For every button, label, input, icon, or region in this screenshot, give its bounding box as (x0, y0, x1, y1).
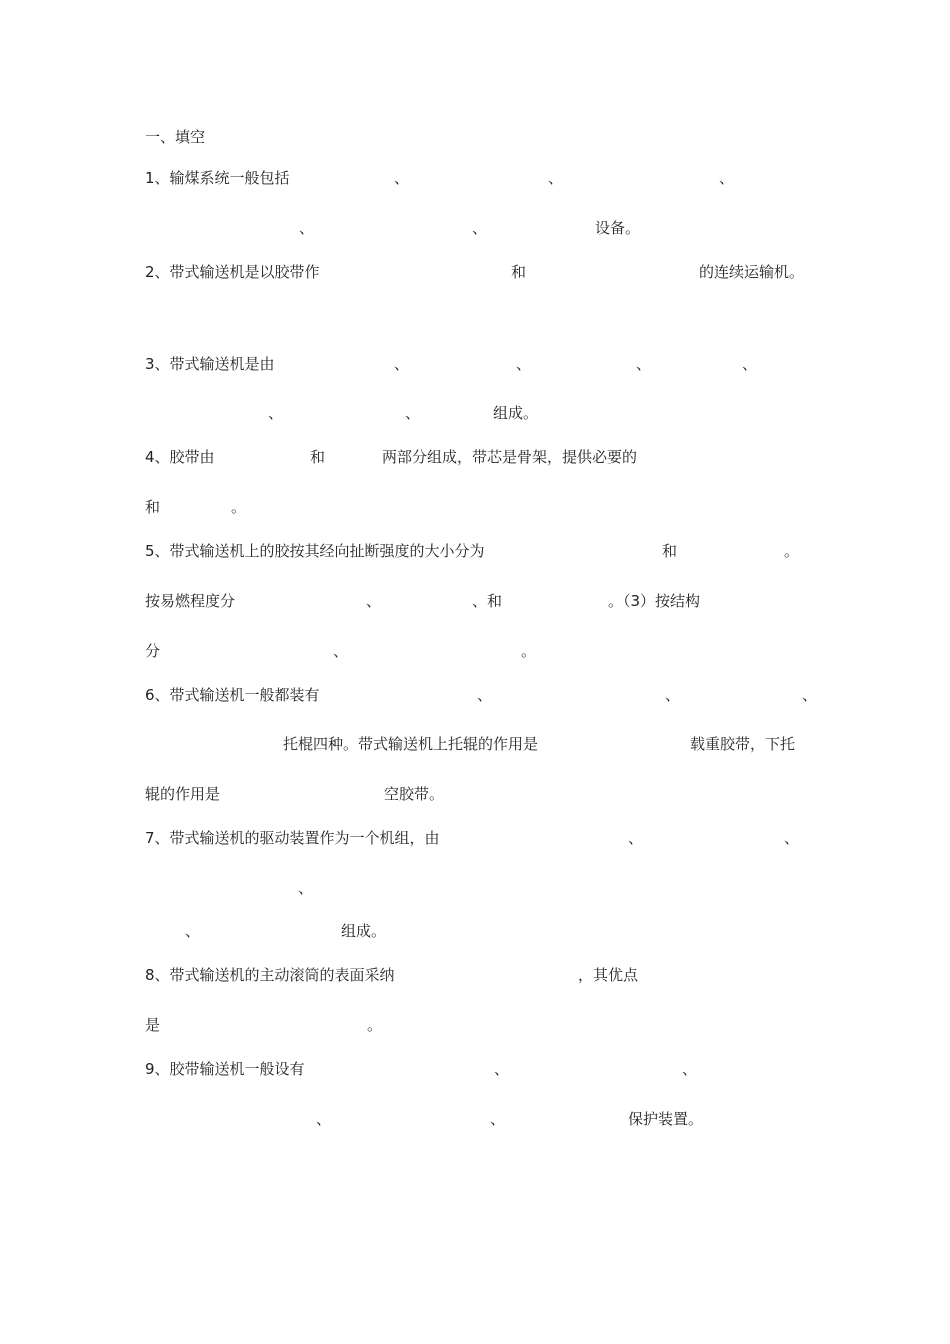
q9-separator: 、 (316, 1110, 332, 1128)
q5-text: 和 (662, 542, 678, 560)
q5-text: 按易燃程度分 (145, 592, 236, 610)
q1-text-end: 设备。 (595, 219, 641, 237)
q6-text-end: 空胶带。 (384, 785, 445, 803)
q7-separator: 、 (628, 829, 644, 847)
q4-text: 两部分组成，带芯是骨架，提供必要的 (382, 448, 638, 466)
q1-separator: 、 (548, 169, 564, 187)
q6-text: 托棍四种。带式输送机上托辊的作用是 (283, 735, 539, 753)
q6-separator: 、 (802, 686, 818, 704)
q7-text: 7、带式输送机的驱动装置作为一个机组，由 (145, 829, 440, 847)
q3-text: 3、带式输送机是由 (145, 355, 275, 373)
q1-text: 1、输煤系统一般包括 (145, 169, 290, 187)
q1-separator: 、 (394, 169, 410, 187)
q3-separator: 、 (742, 355, 758, 373)
q1-separator: 、 (472, 219, 488, 237)
q6-text: 辊的作用是 (145, 785, 221, 803)
q7-separator: 、 (298, 879, 314, 897)
q9-text: 9、胶带输送机一般设有 (145, 1060, 305, 1078)
q3-separator: 、 (636, 355, 652, 373)
q6-separator: 、 (477, 686, 493, 704)
q6-separator: 、 (665, 686, 681, 704)
q5-text: 。（3）按结构 (608, 592, 701, 610)
q5-text-end: 。 (784, 542, 800, 560)
q2-text: 2、带式输送机是以胶带作 (145, 263, 320, 281)
q5-text-end: 。 (521, 642, 537, 660)
q7-separator: 、 (185, 922, 201, 940)
q6-text: 载重胶带，下托 (690, 735, 796, 753)
q8-text: ，其优点 (578, 966, 639, 984)
q5-text: 分 (145, 642, 161, 660)
q7-separator: 、 (784, 829, 800, 847)
q3-separator: 、 (268, 404, 284, 422)
q4-text: 4、胶带由 (145, 448, 215, 466)
q3-separator: 、 (394, 355, 410, 373)
q4-text: 和 (145, 498, 161, 516)
q5-text: 、和 (472, 592, 503, 610)
q9-separator: 、 (494, 1060, 510, 1078)
q4-text-end: 。 (231, 498, 247, 516)
q1-separator: 、 (299, 219, 315, 237)
q6-text: 6、带式输送机一般都装有 (145, 686, 320, 704)
q5-separator: 、 (333, 642, 349, 660)
section-heading: 一、填空 (145, 128, 206, 146)
q3-separator: 、 (516, 355, 532, 373)
q9-separator: 、 (490, 1110, 506, 1128)
q4-text: 和 (310, 448, 326, 466)
q7-text-end: 组成。 (341, 922, 387, 940)
q1-separator: 、 (719, 169, 735, 187)
q3-separator: 、 (405, 404, 421, 422)
q8-text: 是 (145, 1016, 161, 1034)
q2-text: 和 (511, 263, 527, 281)
q8-text-end: 。 (367, 1016, 383, 1034)
q9-text-end: 保护装置。 (628, 1110, 704, 1128)
q3-text-end: 组成。 (493, 404, 539, 422)
q8-text: 8、带式输送机的主动滚筒的表面采纳 (145, 966, 395, 984)
q5-separator: 、 (366, 592, 382, 610)
q2-text-end: 的连续运输机。 (699, 263, 805, 281)
q5-text: 5、带式输送机上的胶按其经向扯断强度的大小分为 (145, 542, 485, 560)
q9-separator: 、 (682, 1060, 698, 1078)
